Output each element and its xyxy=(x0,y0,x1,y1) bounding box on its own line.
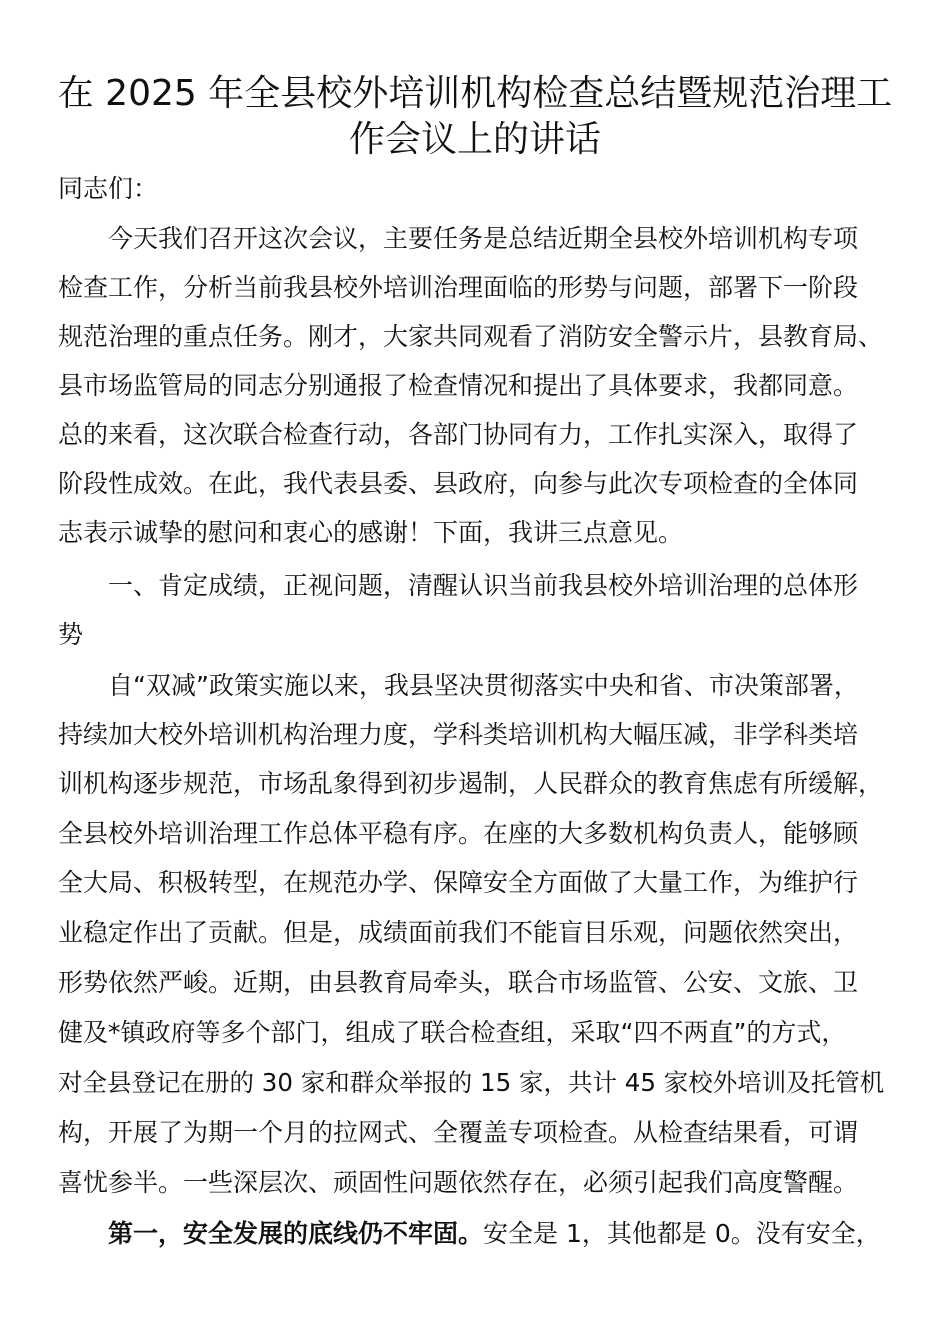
para1-line: 志表示诚挚的慰问和衷心的感谢！下面，我讲三点意见。 xyxy=(58,518,684,547)
section-heading-line: 势 xyxy=(58,620,84,649)
para1-line: 今天我们召开这次会议，主要任务是总结近期全县校外培训机构专项 xyxy=(58,224,859,253)
para1-line: 阶段性成效。在此，我代表县委、县政府，向参与此次专项检查的全体同 xyxy=(58,469,859,498)
para1-line: 检查工作，分析当前我县校外培训治理面临的形势与问题，部署下一阶段 xyxy=(58,273,859,302)
salutation: 同志们： xyxy=(58,174,159,203)
document-title-line-1: 在 2025 年全县校外培训机构检查总结暨规范治理工 xyxy=(57,73,893,114)
para1-line: 总的来看，这次联合检查行动，各部门协同有力，工作扎实深入，取得了 xyxy=(58,420,859,449)
para2-line: 构，开展了为期一个月的拉网式、全覆盖专项检查。从检查结果看，可谓 xyxy=(58,1118,859,1147)
para1-line: 县市场监管局的同志分别通报了检查情况和提出了具体要求，我都同意。 xyxy=(58,371,859,400)
para3-bold-lead: 第一，安全发展的底线仍不牢固。 xyxy=(58,1219,484,1248)
para2-line: 自“双减”政策实施以来，我县坚决贯彻落实中央和省、市决策部署， xyxy=(58,671,859,700)
document-title-line-2: 作会议上的讲话 xyxy=(348,119,601,160)
para2-line: 持续加大校外培训机构治理力度，学科类培训机构大幅压减，非学科类培 xyxy=(58,720,859,749)
para3-text: 安全是 1，其他都是 0。没有安全， xyxy=(483,1219,881,1248)
para2-line: 全县校外培训治理工作总体平稳有序。在座的大多数机构负责人，能够顾 xyxy=(58,819,859,848)
para2-line: 对全县登记在册的 30 家和群众举报的 15 家，共计 45 家校外培训及托管机 xyxy=(58,1068,885,1097)
para1-line: 规范治理的重点任务。刚才，大家共同观看了消防安全警示片，县教育局、 xyxy=(58,322,884,351)
section-heading-line: 一、肯定成绩，正视问题，清醒认识当前我县校外培训治理的总体形 xyxy=(58,571,859,600)
para2-line: 健及*镇政府等多个部门，组成了联合检查组，采取“四不两直”的方式， xyxy=(58,1018,847,1047)
para2-line: 形势依然严峻。近期，由县教育局牵头，联合市场监管、公安、文旅、卫 xyxy=(58,968,859,997)
para2-line: 喜忧参半。一些深层次、顽固性问题依然存在，必须引起我们高度警醒。 xyxy=(58,1168,859,1197)
para3-line xyxy=(58,1217,881,1251)
para2-line: 业稳定作出了贡献。但是，成绩面前我们不能盲目乐观，问题依然突出， xyxy=(58,918,859,947)
para2-line: 全大局、积极转型，在规范办学、保障安全方面做了大量工作，为维护行 xyxy=(58,868,859,897)
para2-line: 训机构逐步规范，市场乱象得到初步遏制，人民群众的教育焦虑有所缓解， xyxy=(58,769,884,798)
